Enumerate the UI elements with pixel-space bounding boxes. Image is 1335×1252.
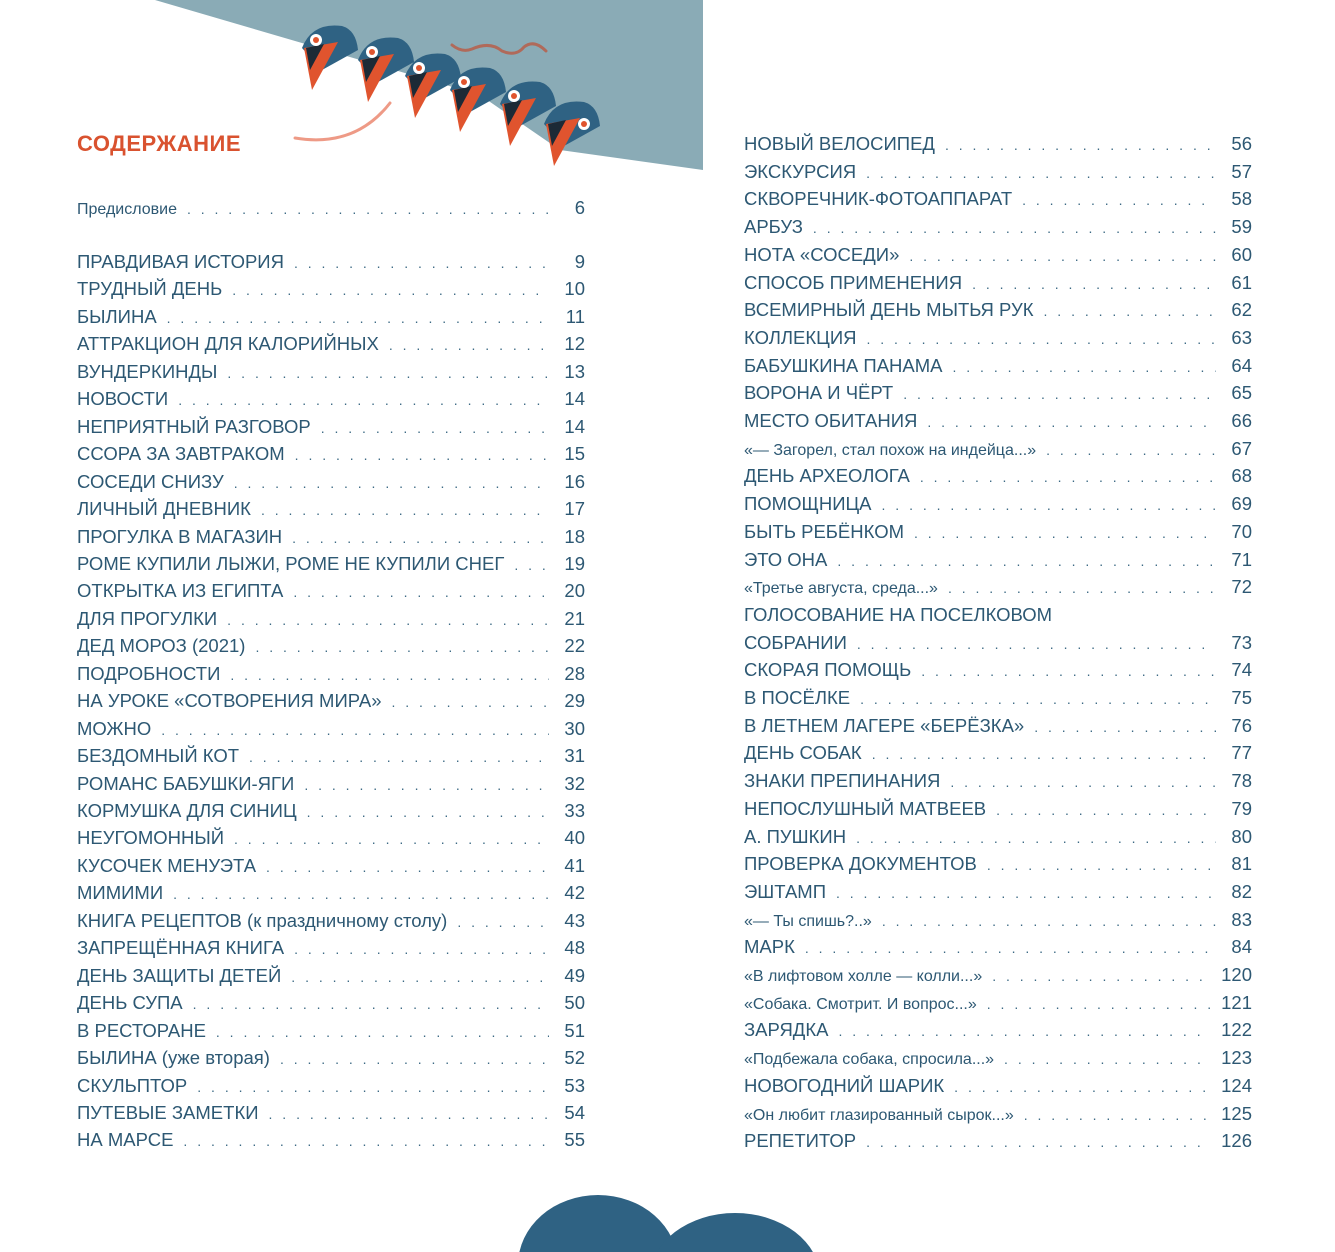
toc-entry-page: 75 (1231, 687, 1252, 708)
toc-entry (744, 935, 1252, 959)
toc-entry-title: НА МАРСЕ (77, 1129, 174, 1151)
toc-entry-title: В ЛЕТНЕМ ЛАГЕРЕ «БЕРЁЗКА» (744, 714, 1025, 736)
toc-entry-title: В ПОСЁЛКЕ (744, 687, 851, 708)
toc-entry-title: «Третье августа, среда...» (744, 580, 938, 598)
toc-entry-title: НЕПРИЯТНЫЙ РАЗГОВОР (77, 415, 311, 437)
toc-entry-page: 65 (1231, 382, 1252, 404)
toc-entry (744, 686, 1252, 710)
toc-leader-dots (269, 1102, 549, 1126)
toc-entry (77, 525, 585, 549)
toc-leader-dots (173, 882, 549, 906)
toc-entry (744, 603, 1252, 627)
toc-entry-title: «Он любит глазированный сырок...» (744, 1106, 1014, 1124)
toc-entry-page: 124 (1221, 1074, 1252, 1096)
toc-entry-page: 13 (564, 360, 585, 382)
toc-leader-dots (954, 1075, 1211, 1099)
toc-leader-dots (927, 410, 1216, 434)
toc-entry (744, 132, 1252, 156)
toc-entry-title: «— Загорел, стал похож на индейца...» (744, 441, 1037, 459)
toc-entry-page: 84 (1231, 936, 1252, 958)
toc-entry-page: 40 (564, 827, 585, 849)
toc-leader-dots (161, 718, 549, 742)
toc-entry-page: 55 (564, 1129, 585, 1151)
toc-entry-page: 16 (564, 470, 585, 492)
toc-entry-page: 58 (1231, 188, 1252, 210)
toc-entry-page: 51 (564, 1019, 585, 1041)
toc-leader-dots (255, 635, 549, 659)
toc-leader-dots (293, 580, 549, 604)
toc-entry-page: 71 (1231, 548, 1252, 570)
toc-entry (77, 881, 585, 905)
toc-leader-dots (232, 278, 549, 302)
toc-entry (744, 880, 1252, 904)
toc-leader-dots (183, 1129, 549, 1153)
toc-leader-dots (813, 216, 1216, 240)
toc-entry (744, 298, 1252, 322)
toc-leader-dots (950, 770, 1216, 794)
toc-entry-page: 52 (564, 1047, 585, 1069)
toc-leader-dots (921, 659, 1216, 683)
toc-entry-title: ВОРОНА И ЧЁРТ (744, 382, 894, 404)
toc-leader-dots (872, 742, 1216, 766)
toc-entry (77, 717, 585, 741)
toc-leader-dots (860, 687, 1216, 711)
toc-entry-title: НА УРОКЕ «СОТВОРЕНИЯ МИРА» (77, 690, 382, 712)
toc-entry-title: ПРОВЕРКА ДОКУМЕНТОВ (744, 853, 977, 875)
toc-leader-dots (216, 1020, 549, 1044)
toc-entry-page: 61 (1231, 271, 1252, 293)
toc-entry-page: 29 (564, 690, 585, 712)
toc-entry-page: 19 (564, 552, 585, 574)
toc-entry (77, 332, 585, 356)
toc-entry-page: 122 (1221, 1019, 1252, 1041)
toc-entry-title: ПРАВДИВАЯ ИСТОРИЯ (77, 251, 284, 272)
toc-entry-title: СКУЛЬПТОР (77, 1074, 188, 1096)
toc-entry-page: 73 (1231, 631, 1252, 653)
toc-entry-page: 70 (1231, 520, 1252, 542)
toc-leader-dots (197, 1075, 549, 1099)
toc-entry-page: 66 (1231, 410, 1252, 431)
toc-leader-dots (249, 745, 549, 769)
toc-entry (77, 854, 585, 878)
toc-entry-title: КОРМУШКА ДЛЯ СИНИЦ (77, 800, 297, 821)
toc-entry-page: 42 (564, 882, 585, 904)
toc-entry (77, 1046, 585, 1070)
toc-leader-dots (953, 355, 1217, 379)
toc-entry (744, 1129, 1252, 1153)
toc-leader-dots (866, 161, 1216, 185)
toc-leader-dots (294, 937, 549, 961)
toc-entry-title: ВСЕМИРНЫЙ ДЕНЬ МЫТЬЯ РУК (744, 299, 1034, 321)
toc-entry (744, 271, 1252, 295)
toc-entry (77, 799, 585, 823)
toc-entry-page: 18 (564, 525, 585, 547)
toc-entry (77, 1019, 585, 1043)
toc-entry-title: КНИГА РЕЦЕПТОВ (к праздничному столу) (77, 909, 448, 931)
toc-entry-page: 67 (1231, 437, 1252, 459)
toc-entry-page: 77 (1231, 742, 1252, 764)
toc-entry-page: 56 (1231, 133, 1252, 154)
toc-entry-title: МОЖНО (77, 717, 152, 739)
toc-entry-page: 15 (564, 443, 585, 465)
toc-leader-dots (291, 965, 549, 989)
toc-entry-page: 32 (564, 772, 585, 794)
toc-entry (77, 991, 585, 1015)
toc-entry (744, 991, 1252, 1015)
toc-leader-dots (280, 1047, 549, 1071)
toc-entry-title: А. ПУШКИН (744, 825, 847, 847)
toc-entry-title: ЛИЧНЫЙ ДНЕВНИК (77, 498, 251, 520)
toc-entry-title: СОБРАНИИ (744, 631, 847, 653)
toc-entry-page: 80 (1231, 825, 1252, 847)
toc-entry-page: 81 (1231, 853, 1252, 875)
toc-leader-dots (867, 327, 1217, 351)
toc-leader-dots (389, 333, 549, 357)
toc-entry (77, 250, 585, 274)
toc-leader-dots (392, 690, 550, 714)
toc-leader-dots (836, 881, 1216, 905)
toc-leader-dots (920, 465, 1216, 489)
toc-entry-page: 6 (574, 197, 585, 218)
toc-entry-title: РОМЕ КУПИЛИ ЛЫЖИ, РОМЕ НЕ КУПИЛИ СНЕГ (77, 552, 505, 574)
toc-leader-dots (193, 992, 549, 1016)
toc-entry-page: 49 (564, 964, 585, 986)
toc-entry-page: 14 (564, 415, 585, 437)
toc-entry-page: 28 (564, 662, 585, 684)
toc-entry-page: 31 (564, 745, 585, 767)
toc-entry-title: БЫЛИНА (уже вторая) (77, 1047, 270, 1069)
toc-entry-page: 41 (564, 854, 585, 876)
toc-leader-dots (307, 800, 549, 824)
toc-entry (744, 714, 1252, 738)
toc-entry (77, 387, 585, 411)
toc-leader-dots (856, 826, 1216, 850)
toc-entry (744, 326, 1252, 350)
toc-entry (744, 187, 1252, 211)
toc-entry (77, 305, 585, 329)
toc-entry-page: 74 (1231, 659, 1252, 681)
toc-entry (744, 797, 1252, 821)
toc-entry (77, 415, 585, 439)
toc-entry (77, 497, 585, 521)
toc-entry-page: 10 (564, 278, 585, 300)
toc-entry-title: ЭТО ОНА (744, 548, 828, 570)
toc-leader-dots (805, 936, 1216, 960)
toc-entry-title: ЗАПРЕЩЁННАЯ КНИГА (77, 937, 285, 959)
toc-entry (77, 744, 585, 768)
toc-entry-title: ГОЛОСОВАНИЕ НА ПОСЕЛКОВОМ (744, 603, 1053, 625)
toc-leader-dots (294, 251, 549, 275)
toc-entry-page: 12 (564, 333, 585, 355)
toc-entry-page: 60 (1231, 243, 1252, 265)
toc-entry-title: ЗАРЯДКА (744, 1019, 829, 1041)
toc-entry-title: СПОСОБ ПРИМЕНЕНИЯ (744, 271, 963, 293)
toc-entry-page: 123 (1221, 1047, 1252, 1069)
toc-leader-dots (261, 498, 549, 522)
toc-entry-page: 68 (1231, 465, 1252, 487)
toc-entry-title: КУСОЧЕК МЕНУЭТА (77, 854, 257, 876)
toc-entry-page: 14 (564, 388, 585, 410)
toc-entry-page: 54 (564, 1101, 585, 1123)
toc-entry-title: ПУТЕВЫЕ ЗАМЕТКИ (77, 1101, 259, 1123)
toc-leader-dots (514, 553, 549, 577)
toc-entry (77, 826, 585, 850)
toc-leader-dots (909, 244, 1216, 268)
toc-entry (744, 658, 1252, 682)
toc-entry-title: МЕСТО ОБИТАНИЯ (744, 410, 918, 431)
toc-leader-dots (866, 1130, 1211, 1154)
toc-entry-page: 83 (1231, 908, 1252, 930)
toc-leader-dots (234, 827, 549, 851)
toc-entry (77, 634, 585, 658)
toc-entry (744, 492, 1252, 516)
toc-entry-page: 30 (564, 717, 585, 739)
toc-entry-title: «— Ты спишь?..» (744, 912, 872, 930)
toc-entry-title: В РЕСТОРАНЕ (77, 1019, 206, 1041)
toc-leader-dots (987, 853, 1216, 877)
toc-entry-title: АРБУЗ (744, 216, 803, 238)
toc-entry-title: ДЛЯ ПРОГУЛКИ (77, 607, 218, 629)
toc-leader-dots (1004, 1047, 1211, 1071)
toc-entry (744, 1102, 1252, 1126)
toc-entry (744, 464, 1252, 488)
toc-entry-title: ВУНДЕРКИНДЫ (77, 360, 218, 382)
toc-entry-title: ДЕНЬ ЗАЩИТЫ ДЕТЕЙ (77, 964, 282, 986)
toc-entry-title: МАРК (744, 936, 795, 958)
toc-entry-title: АТТРАКЦИОН ДЛЯ КАЛОРИЙНЫХ (77, 333, 379, 355)
toc-entry (77, 1101, 585, 1125)
toc-entry-title: НОВЫЙ ВЕЛОСИПЕД (744, 133, 935, 154)
toc-entry-page: 82 (1231, 880, 1252, 902)
toc-leader-dots (857, 632, 1216, 656)
toc-entry (77, 196, 585, 220)
toc-entry-page: 43 (564, 909, 585, 931)
toc-entry (744, 243, 1252, 267)
hills-shape (518, 1195, 820, 1252)
toc-entry-title: ТРУДНЫЙ ДЕНЬ (77, 278, 223, 300)
toc-entry-page: 57 (1231, 160, 1252, 182)
toc-entry-page: 79 (1231, 797, 1252, 819)
toc-entry-page: 48 (564, 937, 585, 959)
toc-entry-title: КОЛЛЕКЦИЯ (744, 326, 857, 348)
toc-entry (744, 963, 1252, 987)
toc-leader-dots (992, 964, 1211, 988)
toc-entry-title: ССОРА ЗА ЗАВТРАКОМ (77, 443, 285, 465)
toc-entry (77, 1128, 585, 1152)
toc-leader-dots (948, 576, 1216, 600)
toc-entry-title: ЗНАКИ ПРЕПИНАНИЯ (744, 770, 941, 792)
toc-entry-title: ДЕД МОРОЗ (2021) (77, 635, 246, 657)
toc-entry-title: НЕУГОМОННЫЙ (77, 827, 225, 849)
toc-leader-dots (945, 133, 1216, 157)
toc-leader-dots (1022, 188, 1216, 212)
toc-entry-page: 33 (564, 800, 585, 821)
toc-leader-dots (882, 493, 1216, 517)
toc-entry (77, 579, 585, 603)
toc-entry (744, 825, 1252, 849)
toc-leader-dots (227, 608, 549, 632)
toc-entry-title: ЭШТАМП (744, 880, 826, 902)
curve-line (295, 103, 390, 140)
toc-entry (77, 662, 585, 686)
toc-leader-dots (914, 521, 1216, 545)
toc-entry (77, 909, 585, 933)
toc-leader-dots (457, 910, 549, 934)
toc-leader-dots (882, 909, 1216, 933)
toc-entry-title: СКОРАЯ ПОМОЩЬ (744, 659, 912, 681)
toc-entry (77, 442, 585, 466)
toc-entry-title: БАБУШКИНА ПАНАМА (744, 354, 943, 376)
toc-leader-dots (1024, 1103, 1211, 1127)
toc-entry-page: 22 (564, 635, 585, 657)
toc-entry (77, 689, 585, 713)
toc-entry (744, 908, 1252, 932)
toc-leader-dots (292, 526, 549, 550)
toc-entry-title: «Собака. Смотрит. И вопрос...» (744, 995, 977, 1013)
toc-leader-dots (230, 663, 549, 687)
toc-entry-title: ПРОГУЛКА В МАГАЗИН (77, 525, 283, 547)
toc-entry-page: 126 (1221, 1130, 1252, 1152)
toc-entry-page: 76 (1231, 714, 1252, 736)
toc-entry-page: 64 (1231, 354, 1252, 376)
toc-entry-title: ДЕНЬ АРХЕОЛОГА (744, 465, 910, 487)
toc-entry-title: ЭКСКУРСИЯ (744, 160, 857, 182)
toc-entry-title: ДЕНЬ СОБАК (744, 742, 862, 764)
toc-entry (744, 437, 1252, 461)
toc-entry-page: 72 (1231, 576, 1252, 598)
toc-entry-title: НЕПОСЛУШНЫЙ МАТВЕЕВ (744, 797, 987, 819)
toc-entry (744, 1074, 1252, 1098)
toc-entry-title: НОВОСТИ (77, 388, 169, 410)
toc-entry (77, 964, 585, 988)
toc-entry-title: НОВОГОДНИЙ ШАРИК (744, 1074, 945, 1096)
toc-entry (77, 552, 585, 576)
toc-entry-page: 17 (564, 498, 585, 520)
toc-leader-dots (903, 382, 1216, 406)
toc-entry-title: СКВОРЕЧНИК-ФОТОАППАРАТ (744, 188, 1013, 210)
toc-leader-dots (187, 197, 549, 221)
toc-entry (77, 1074, 585, 1098)
toc-entry (77, 607, 585, 631)
toc-leader-dots (227, 361, 549, 385)
toc-leader-dots (304, 773, 549, 797)
toc-leader-dots (1046, 438, 1216, 462)
toc-entry-title: БЫТЬ РЕБЁНКОМ (744, 520, 904, 542)
toc-entry-page: 69 (1231, 493, 1252, 515)
toc-entry-title: БЕЗДОМНЫЙ КОТ (77, 745, 240, 767)
toc-entry (744, 852, 1252, 876)
toc-entry-title: ДЕНЬ СУПА (77, 992, 183, 1014)
toc-leader-dots (266, 855, 549, 879)
toc-entry (744, 769, 1252, 793)
toc-leader-dots (1044, 299, 1216, 323)
toc-leader-dots (838, 1019, 1211, 1043)
toc-entry-title: Предисловие (77, 201, 177, 218)
toc-entry-page: 20 (564, 580, 585, 602)
toc-entry (77, 470, 585, 494)
toc-entry-title: БЫЛИНА (77, 305, 157, 327)
toc-entry (744, 575, 1252, 599)
toc-entry (744, 381, 1252, 405)
toc-entry-title: ОТКРЫТКА ИЗ ЕГИПТА (77, 580, 284, 602)
toc-heading: СОДЕРЖАНИЕ (77, 131, 242, 156)
toc-entry (744, 160, 1252, 184)
toc-entry-page: 21 (564, 607, 585, 629)
toc-entry (744, 631, 1252, 655)
toc-entry (77, 277, 585, 301)
toc-entry-title: НОТА «СОСЕДИ» (744, 243, 900, 265)
toc-entry (744, 1046, 1252, 1070)
toc-entry-page: 121 (1221, 991, 1252, 1013)
toc-entry (77, 772, 585, 796)
toc-leader-dots (972, 272, 1216, 296)
bird-icon (302, 25, 358, 90)
toc-entry-title: МИМИМИ (77, 882, 164, 904)
toc-entry (744, 409, 1252, 433)
toc-entry-page: 9 (574, 251, 585, 272)
toc-entry (744, 741, 1252, 765)
toc-leader-dots (837, 549, 1216, 573)
toc-entry (77, 936, 585, 960)
toc-leader-dots (178, 388, 549, 412)
toc-entry (77, 360, 585, 384)
toc-leader-dots (996, 798, 1216, 822)
toc-entry-title: РОМАНС БАБУШКИ-ЯГИ (77, 772, 295, 794)
toc-entry-title: «В лифтовом холле — колли...» (744, 968, 983, 985)
toc-entry-title: РЕПЕТИТОР (744, 1130, 857, 1152)
toc-entry-title: «Подбежала собака, спросила...» (744, 1051, 995, 1069)
toc-entry-page: 11 (565, 305, 585, 327)
toc-entry-page: 50 (564, 992, 585, 1014)
toc-entry-title: СОСЕДИ СНИЗУ (77, 470, 224, 492)
toc-entry-page: 120 (1221, 964, 1252, 985)
toc-leader-dots (234, 471, 549, 495)
toc-entry-page: 63 (1231, 326, 1252, 348)
toc-entry (744, 354, 1252, 378)
toc-leader-dots (321, 416, 549, 440)
toc-entry-title: ПОМОЩНИЦА (744, 493, 872, 515)
toc-entry (744, 215, 1252, 239)
toc-entry-title: ПОДРОБНОСТИ (77, 662, 221, 684)
toc-entry-page: 78 (1231, 770, 1252, 792)
toc-entry-page: 62 (1231, 299, 1252, 321)
toc-entry (744, 548, 1252, 572)
toc-entry (744, 520, 1252, 544)
toc-leader-dots (1034, 715, 1216, 739)
toc-entry-page: 125 (1221, 1102, 1252, 1124)
toc-leader-dots (987, 992, 1211, 1016)
toc-entry-page: 59 (1231, 216, 1252, 238)
toc-entry-page: 53 (564, 1074, 585, 1096)
toc-leader-dots (167, 306, 549, 330)
toc-entry (744, 1018, 1252, 1042)
toc-leader-dots (295, 443, 549, 467)
